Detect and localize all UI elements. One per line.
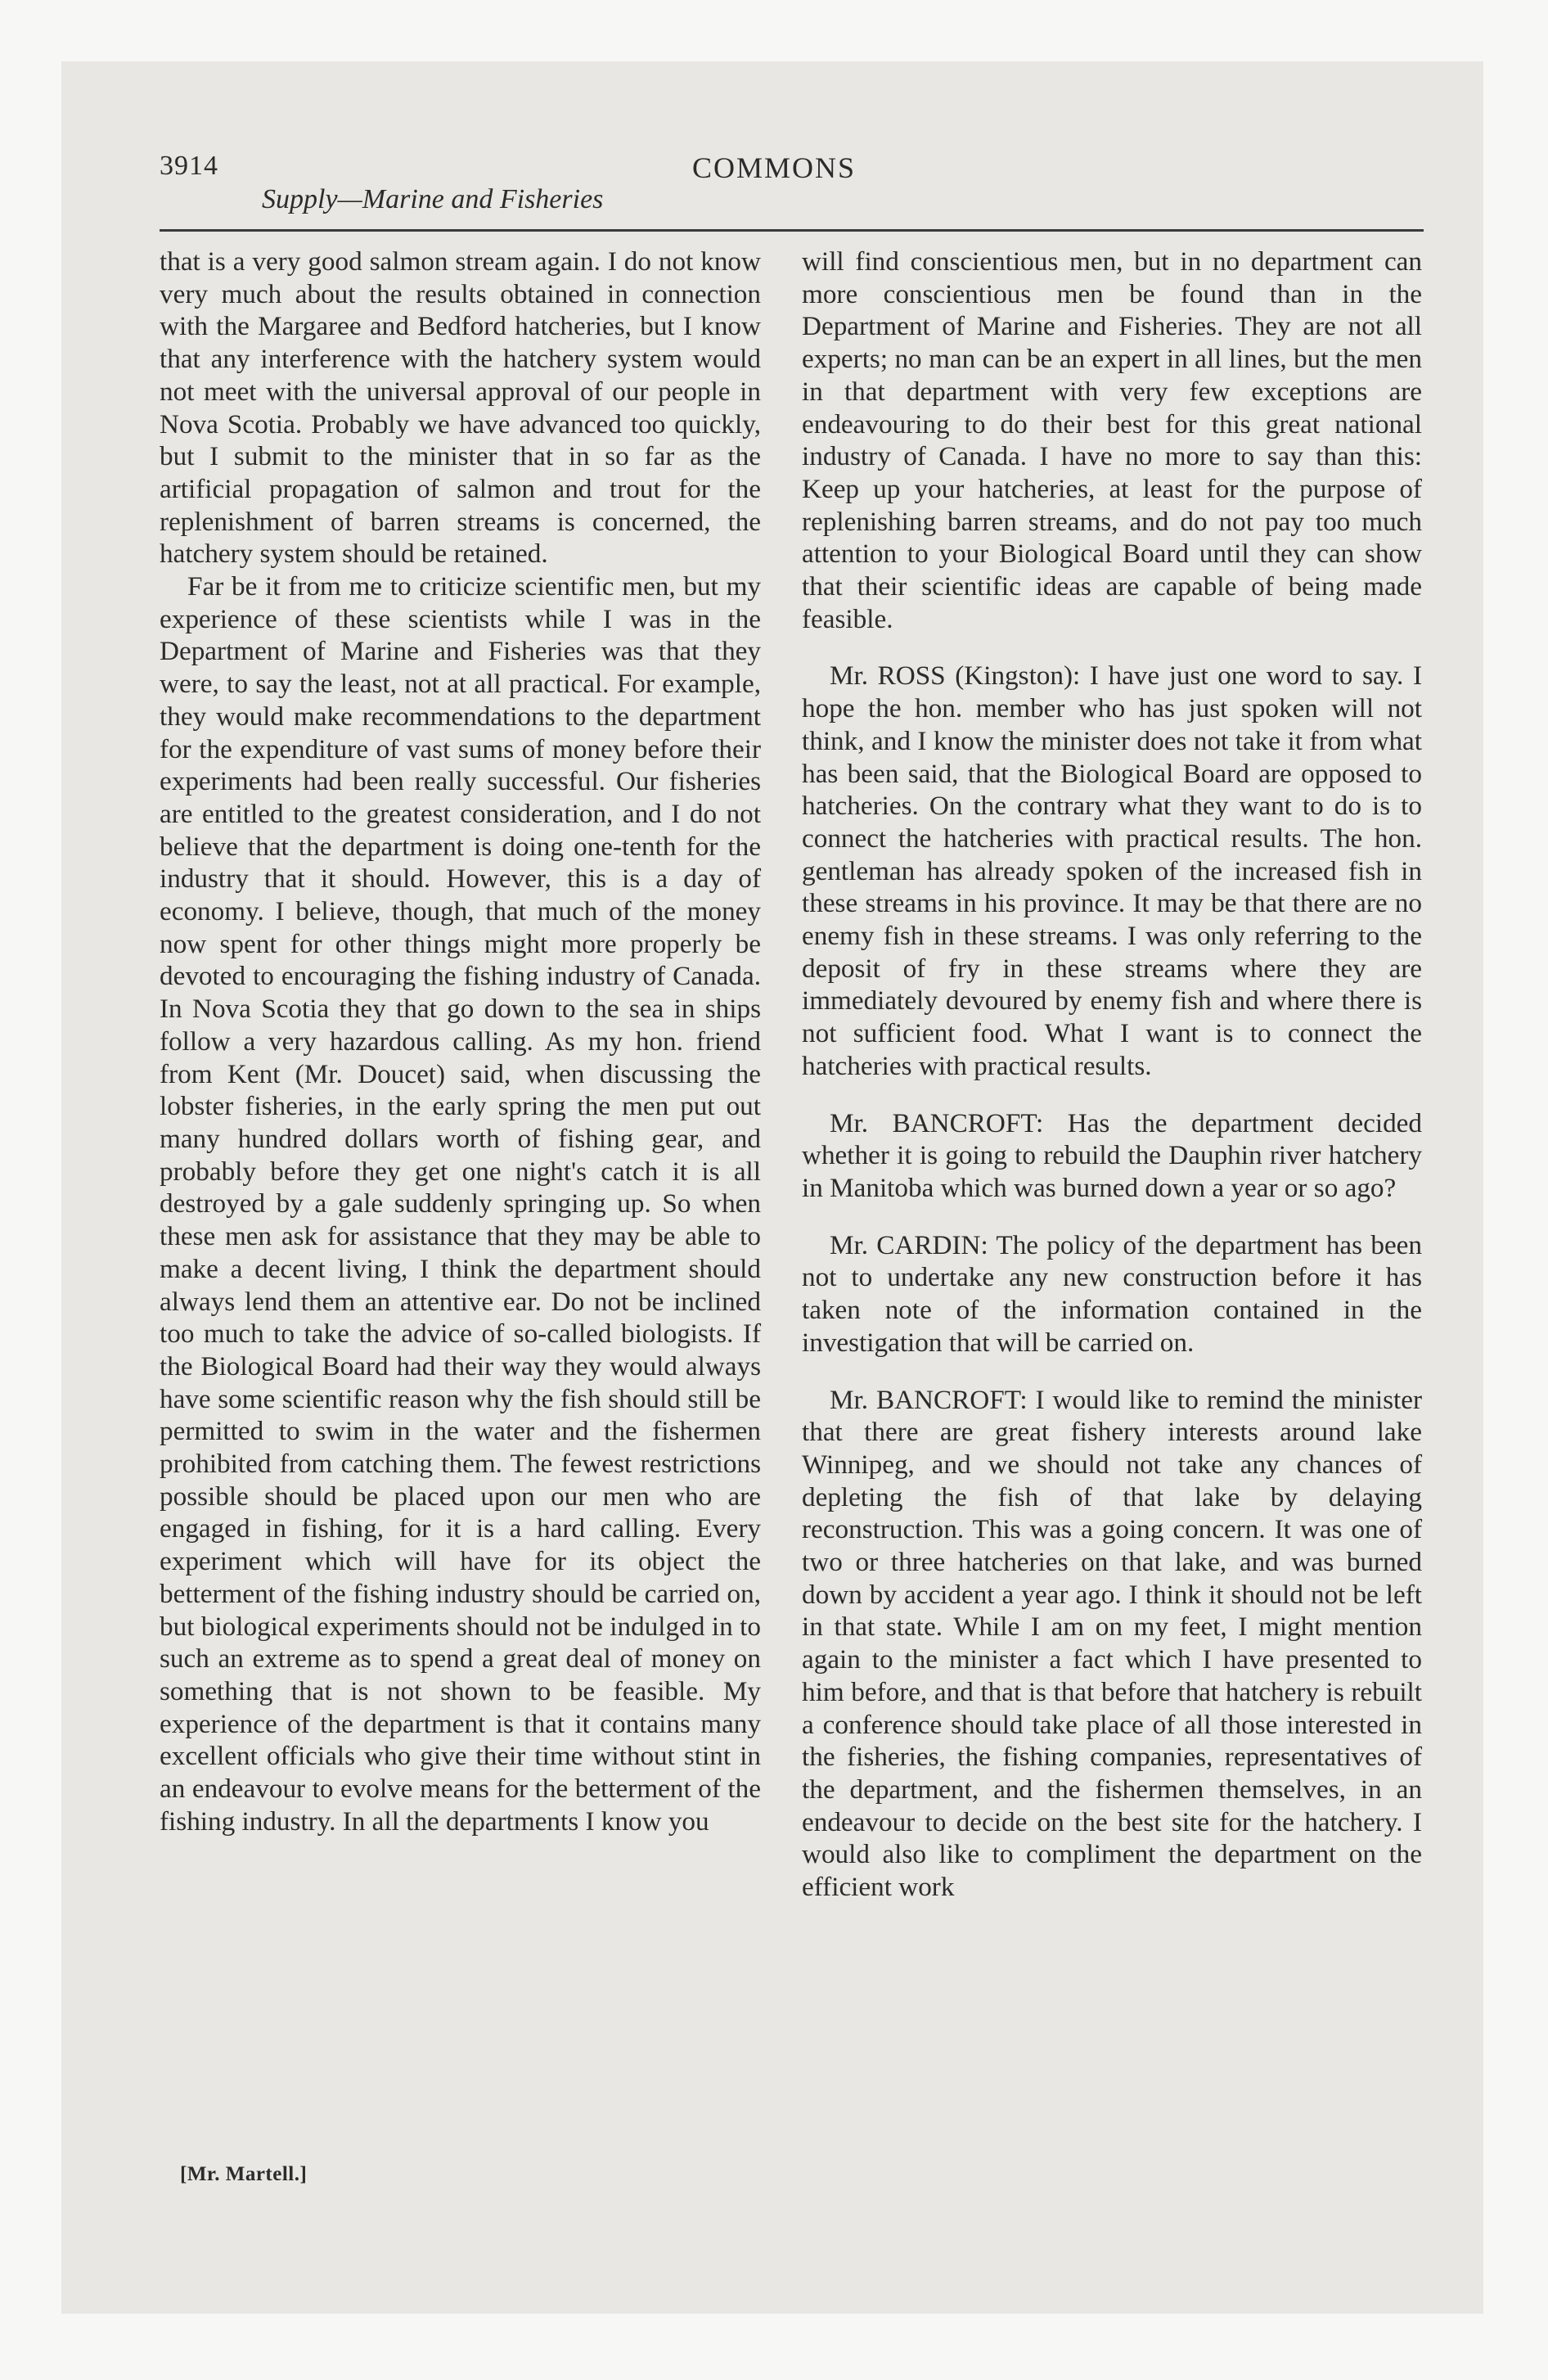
section-subtitle: Supply—Marine and Fisheries [262,184,604,214]
right-column [802,246,1422,1904]
page-number: 3914 [160,151,218,181]
header-rule [160,229,1424,232]
left-column [160,246,761,1837]
paragraph: Mr. BANCROFT: Has the department decided whether it is going to rebuild the Dauphin river hatchery in Manitoba which was burned down a year or so ago? [802,1107,1422,1203]
running-head: COMMONS [691,151,857,184]
paragraph: will find conscientious men, but in no department can more conscientious men be found than in the Department of Marine and Fisheries. They are not all experts; no man can be an expert in all lines, but the men in that department with very few exceptions are endeavouring to do their best for this great national industry of Canada. I have no more to say than this: Keep up your hatcheries, at least for the purpose of replenishing barren streams, and do not pay too much attention to your Biological Board until they can show that their scientific ideas are capable of being made feasible. [802,246,1422,634]
speaker-tag: [Mr. Martell.] [180,2163,308,2185]
paragraph: Mr. ROSS (Kingston): I have just one word to say. I hope the hon. member who has just spoken will not think, and I know the minister does not take it from what has been said, that the Biological Board are opposed to hatcheries. On the contrary what they want to do is to connect the hatcheries with practical results. The hon. gentleman has already spoken of the increased fish in these streams in his province. It may be that there are no enemy fish in these streams. I was only referring to the deposit of fry in these streams where they are immediately devoured by enemy fish and where there is not sufficient food. What I want is to connect the hatcheries with practical results. [802,660,1422,1081]
paragraph: Mr. BANCROFT: I would like to remind the minister that there are great fishery interests around lake Winnipeg, and we should not take any chances of depleting the fish of that lake by delaying reconstruction. This was a going concern. It was one of two or three hatcheries on that lake, and was burned down by accident a year ago. I think it should not be left in that state. While I am on my feet, I might mention again to the minister a fact which I have presented to him before, and that is that before that hatchery is rebuilt a conference should take place of all those interested in the fisheries, the fishing companies, representatives of the department, and the fishermen themselves, in an endeavour to decide on the best site for the hatchery. I would also like to compliment the department on the efficient work [802,1384,1422,1903]
paragraph: Far be it from me to criticize scientific men, but my experience of these scientists while I was in the Department of Marine and Fisheries was that they were, to say the least, not at all practical. For example, they would make recommendations to the department for the expenditure of vast sums of money before their experiments had been really successful. Our fisheries are entitled to the greatest consideration, and I do not believe that the department is doing one-tenth for the industry that it should. However, this is a day of economy. I believe, though, that much of the money now spent for other things might more properly be devoted to encouraging the fishing industry of Canada. In Nova Scotia they that go down to the sea in ships follow a very hazardous calling. As my hon. friend from Kent (Mr. Doucet) said, when discussing the lobster fisheries, in the early spring the men put out many hundred dollars worth of fishing gear, and probably before they get one night's catch it is all destroyed by a gale suddenly springing up. So when these men ask for assistance that they may be able to make a decent living, I think the department should always lend them an attentive ear. Do not be inclined too much to take the advice of so-called biologists. If the Biological Board had their way they would always have some scientific reason why the fish should still be permitted to swim in the water and the fishermen prohibited from catching them. The fewest restrictions possible should be placed upon our men who are engaged in fishing, for it is a hard calling. Every experiment which will have for its object the betterment of the fishing industry should be carried on, but biological experiments should not be indulged in to such an extreme as to spend a great deal of money on something that is not shown to be feasible. My experience of the department is that it contains many excellent officials who give their time without stint in an endeavour to evolve means for the betterment of the fishing industry. In all the departments I know you [160,571,761,1837]
paragraph: Mr. CARDIN: The policy of the department has been not to undertake any new construction before it has taken note of the information contained in the investigation that will be carried on. [802,1229,1422,1358]
paragraph: that is a very good salmon stream again. I do not know very much about the results obtained in connection with the Margaree and Bedford hatcheries, but I know that any interference with the hatchery system would not meet with the universal approval of our people in Nova Scotia. Probably we have advanced too quickly, but I submit to the minister that in so far as the artificial propagation of salmon and trout for the replenishment of barren streams is concerned, the hatchery system should be retained. [160,246,761,570]
